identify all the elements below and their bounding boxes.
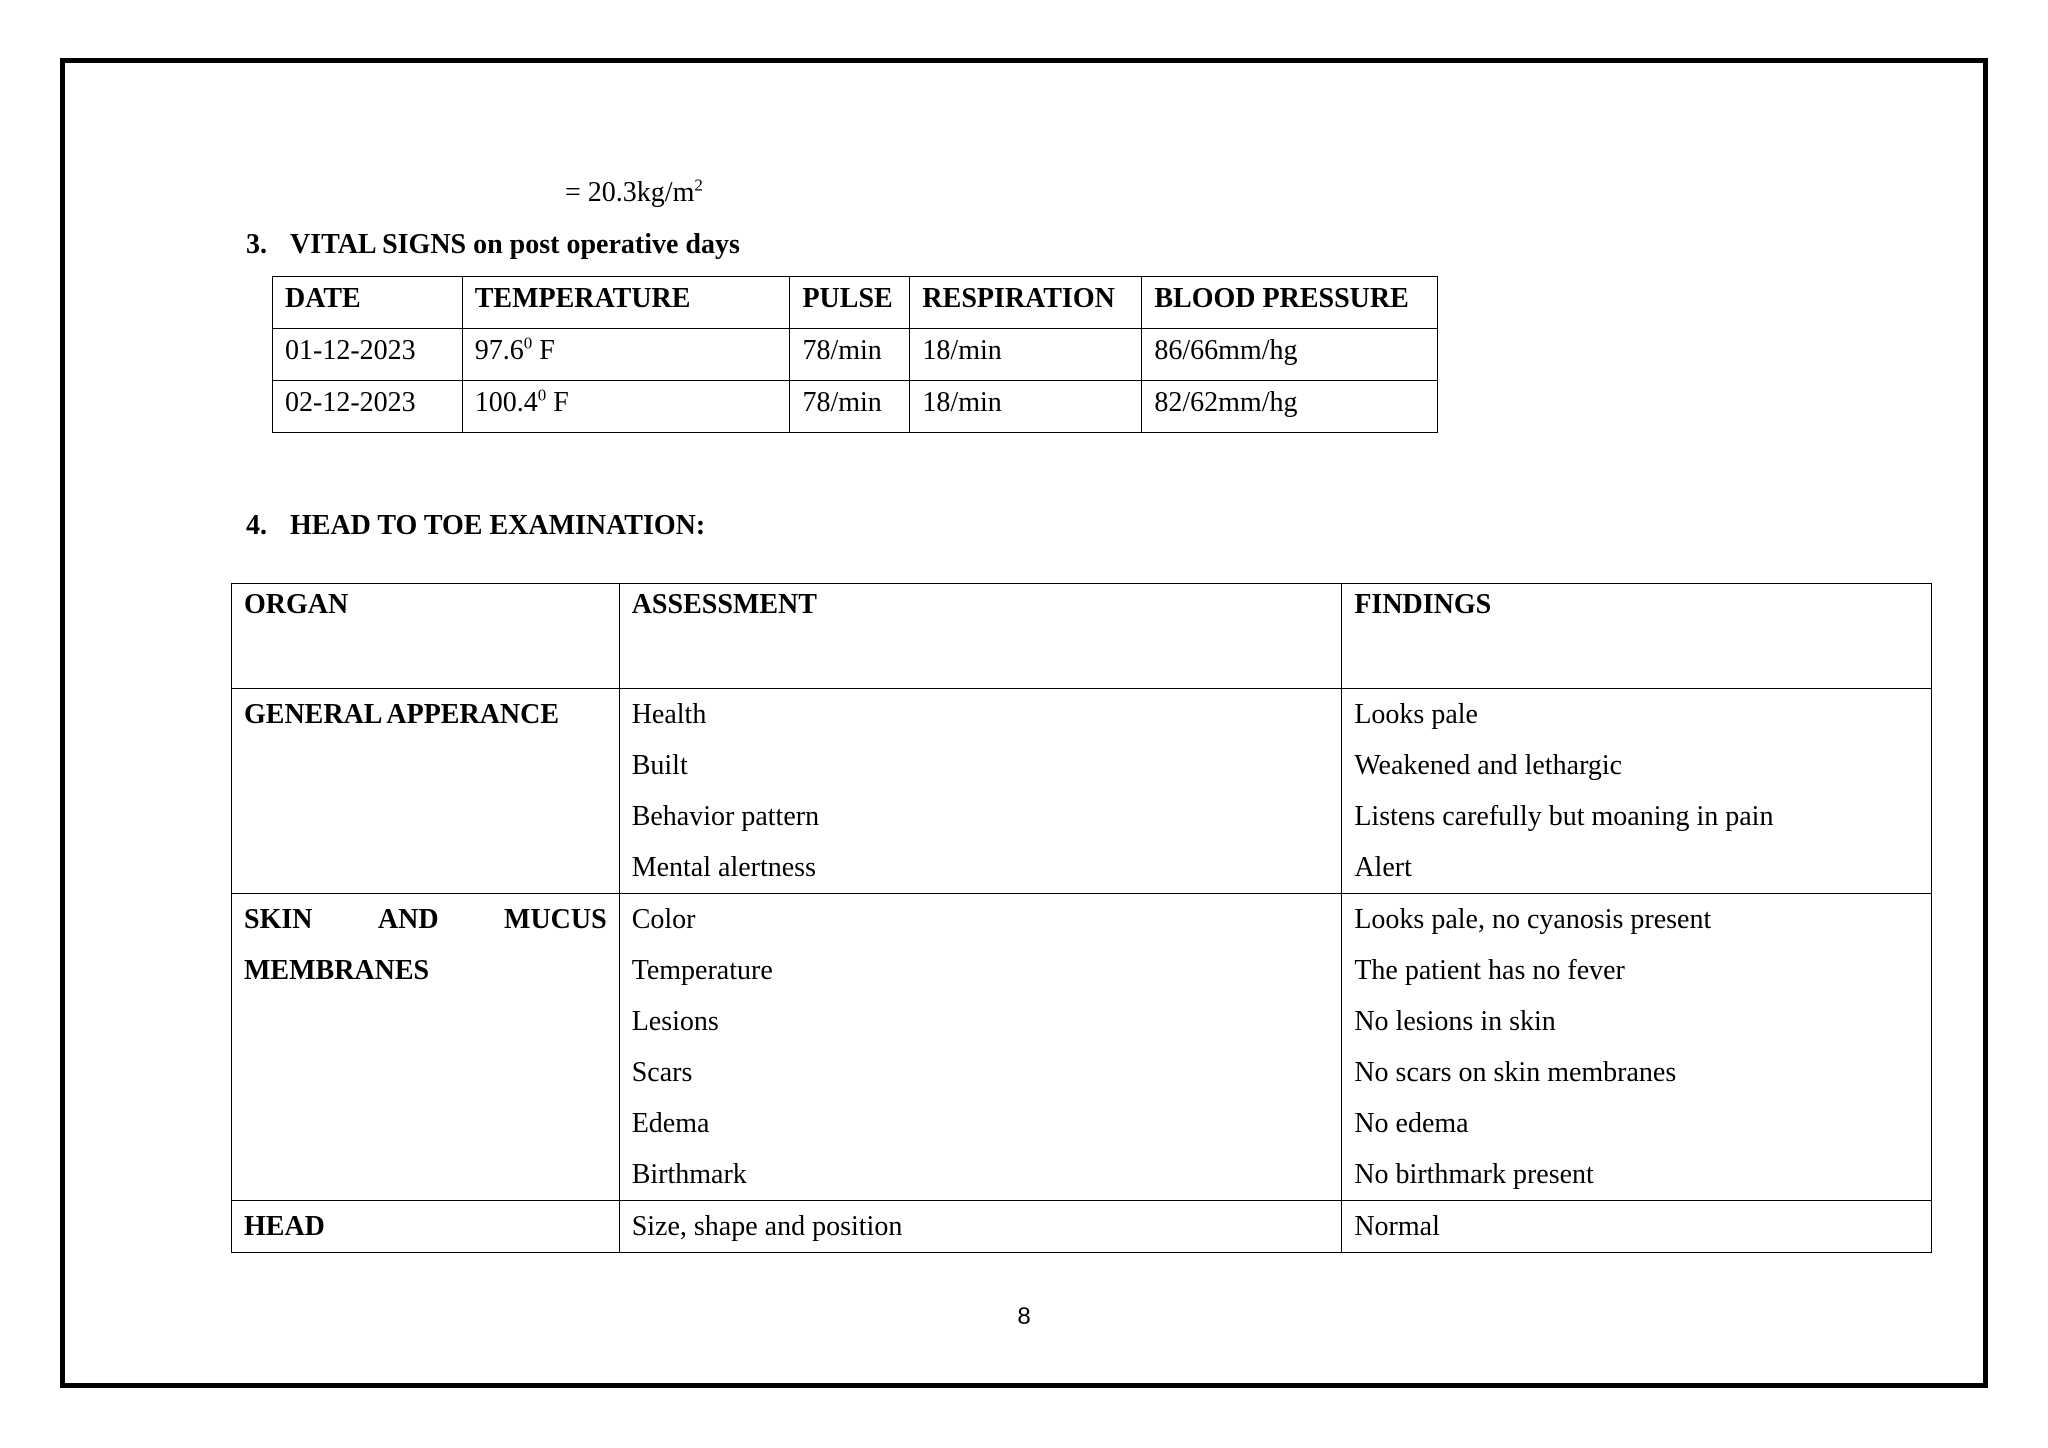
temperature-cell: 100.4$^0$ F [462,381,790,433]
findings-cell [1342,894,1932,1201]
head-to-toe-heading [246,509,705,543]
column-header-pulse: PULSE [790,277,910,329]
section-number: 3. [246,229,267,260]
table-row [273,329,1438,381]
bmi-value: = $20.3kg/m^2$ [565,175,703,208]
respiration-cell: 18/min [910,381,1142,433]
column-header-organ: ORGAN [232,584,620,689]
finding-item: Normal [1354,1211,1440,1242]
column-header-blood-pressure: BLOOD PRESSURE [1142,277,1438,329]
blood-pressure-cell: 82/62mm/hg [1142,381,1438,433]
blood-pressure-cell: 86/66mm/hg [1142,329,1438,381]
assessment-cell [619,894,1342,1201]
organ-line-2: MEMBRANES [244,955,430,986]
table-row [232,894,1932,1201]
head-to-toe-table [231,583,1932,1253]
table-row [273,381,1438,433]
column-header-respiration: RESPIRATION [910,277,1142,329]
finding-item: No edema [1354,1108,1469,1139]
assessment-item: Mental alertness [631,852,816,883]
organ-cell: GENERAL APPERANCE [232,689,620,894]
table-header-row [273,277,1438,329]
finding-item: Looks pale [1354,699,1478,730]
table-row [232,689,1932,894]
assessment-item: Scars [631,1057,693,1088]
organ-cell: HEAD [232,1201,620,1253]
finding-item: No lesions in skin [1354,1006,1556,1037]
vital-signs-table [272,276,1438,433]
assessment-item: Behavior pattern [631,801,820,832]
finding-item: Weakened and lethargic [1354,750,1623,781]
section-title: HEAD TO TOE EXAMINATION: [290,510,706,541]
column-header-findings: FINDINGS [1342,584,1932,689]
assessment-item: Size, shape and position [631,1211,903,1242]
table-row [232,1201,1932,1253]
temperature-cell: 97.6$^0$ F [462,329,790,381]
assessment-cell [619,1201,1342,1253]
finding-item: Listens carefully but moaning in pain [1354,801,1774,832]
findings-cell [1342,689,1932,894]
assessment-item: Color [631,904,696,935]
finding-item: The patient has no fever [1354,955,1625,986]
pulse-cell: 78/min [790,381,910,433]
finding-item: Alert [1354,852,1412,883]
column-header-date: DATE [273,277,463,329]
date-cell: 02-12-2023 [273,381,463,433]
respiration-cell: 18/min [910,329,1142,381]
assessment-cell [619,689,1342,894]
column-header-temperature: TEMPERATURE [462,277,790,329]
assessment-item: Edema [631,1108,710,1139]
assessment-item: Temperature [631,955,773,986]
finding-item: No scars on skin membranes [1354,1057,1677,1088]
assessment-item: Lesions [631,1006,719,1037]
findings-cell [1342,1201,1932,1253]
finding-item: No birthmark present [1354,1159,1594,1190]
organ-cell [232,894,620,1201]
assessment-item: Birthmark [631,1159,747,1190]
date-cell: 01-12-2023 [273,329,463,381]
organ-line-1: SKIN AND MUCUS [244,904,607,935]
pulse-cell: 78/min [790,329,910,381]
page-number: 8 [1017,1303,1031,1330]
assessment-item: Built [631,750,688,781]
section-number: 4. [246,510,267,541]
section-title: VITAL SIGNS on post operative days [290,229,740,260]
column-header-assessment: ASSESSMENT [619,584,1342,689]
finding-item: Looks pale, no cyanosis present [1354,904,1712,935]
assessment-item: Health [631,699,707,730]
vital-signs-heading [246,228,740,262]
table-header-row [232,584,1932,689]
